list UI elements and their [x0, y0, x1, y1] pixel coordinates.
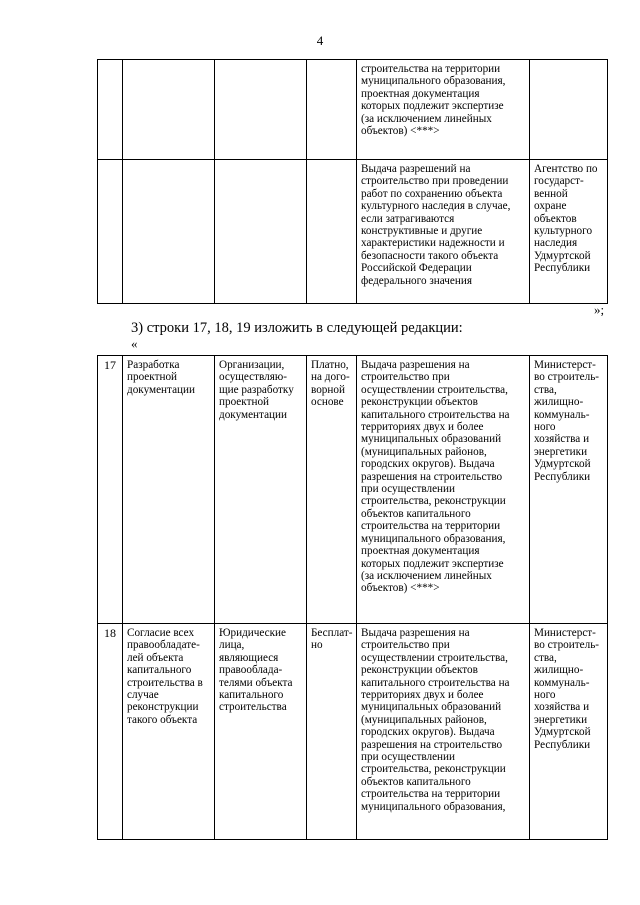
applicants-cell: Юридические лица, являющиеся правооблада- телями объекта капитального строительства	[215, 624, 307, 840]
table-row	[98, 624, 608, 840]
row-number-cell: 18	[98, 624, 123, 840]
payment-cell	[307, 60, 357, 160]
table-row	[98, 60, 608, 160]
table-row	[98, 160, 608, 304]
opening-quote: «	[131, 336, 138, 351]
page-number: 4	[316, 33, 324, 48]
row-number-cell: 17	[98, 356, 123, 624]
authority-cell: Агентство по государст- венной охране объектов культурного наследия Удмуртской Республики	[530, 160, 608, 304]
row-number-cell	[98, 60, 123, 160]
service-cell	[123, 60, 215, 160]
basis-cell: Выдача разрешения на строительство при осуществлении строительства, реконструкции объектов капитального строительства на территориях двух и более муниципальных образований (муниципальных районов, городских округов). Выдача разрешения на строительство при осуществлении строительства, реконструкции объектов капитального строительства на территории муниципального образования, проектная документация которых подлежит экспертизе (за исключением линейных объектов) <***>	[357, 356, 530, 624]
amendment-instruction: 3) строки 17, 18, 19 изложить в следующей редакции:	[131, 320, 463, 336]
payment-cell: Платно, на дого- ворной основе	[307, 356, 357, 624]
row-number-cell	[98, 160, 123, 304]
authority-cell: Министерст- во строитель- ства, жилищно- коммуналь- ного хозяйства и энергетики Удмуртской Республики	[530, 624, 608, 840]
payment-cell	[307, 160, 357, 304]
applicants-cell	[215, 60, 307, 160]
payment-cell: Бесплат- но	[307, 624, 357, 840]
applicants-cell	[215, 160, 307, 304]
service-cell	[123, 160, 215, 304]
service-cell: Согласие всех правообладате- лей объекта капитального строительства в случае реконструкции такого объекта	[123, 624, 215, 840]
basis-cell: Выдача разрешения на строительство при осуществлении строительства, реконструкции объектов капитального строительства на территориях двух и более муниципальных образований (муниципальных районов, городских округов). Выдача разрешения на строительство при осуществлении строительства, реконструкции объектов капитального строительства на территории муниципального образования,	[357, 624, 530, 840]
services-table-continued	[97, 59, 608, 304]
closing-quote: »;	[594, 302, 605, 317]
basis-cell: Выдача разрешений на строительство при проведении работ по сохранению объекта культурного наследия в случае, если затрагиваются конструктивные и другие характеристики надежности и безопасности такого объекта Российской Федерации федерального значения	[357, 160, 530, 304]
services-table-new-rows	[97, 355, 608, 840]
service-cell: Разработка проектной документации	[123, 356, 215, 624]
authority-cell	[530, 60, 608, 160]
applicants-cell: Организации, осуществляю- щие разработку проектной документации	[215, 356, 307, 624]
basis-cell: строительства на территории муниципального образования, проектная документация которых подлежит экспертизе (за исключением линейных объектов) <***>	[357, 60, 530, 160]
authority-cell: Министерст- во строитель- ства, жилищно- коммуналь- ного хозяйства и энергетики Удмуртской Республики	[530, 356, 608, 624]
table-row	[98, 356, 608, 624]
